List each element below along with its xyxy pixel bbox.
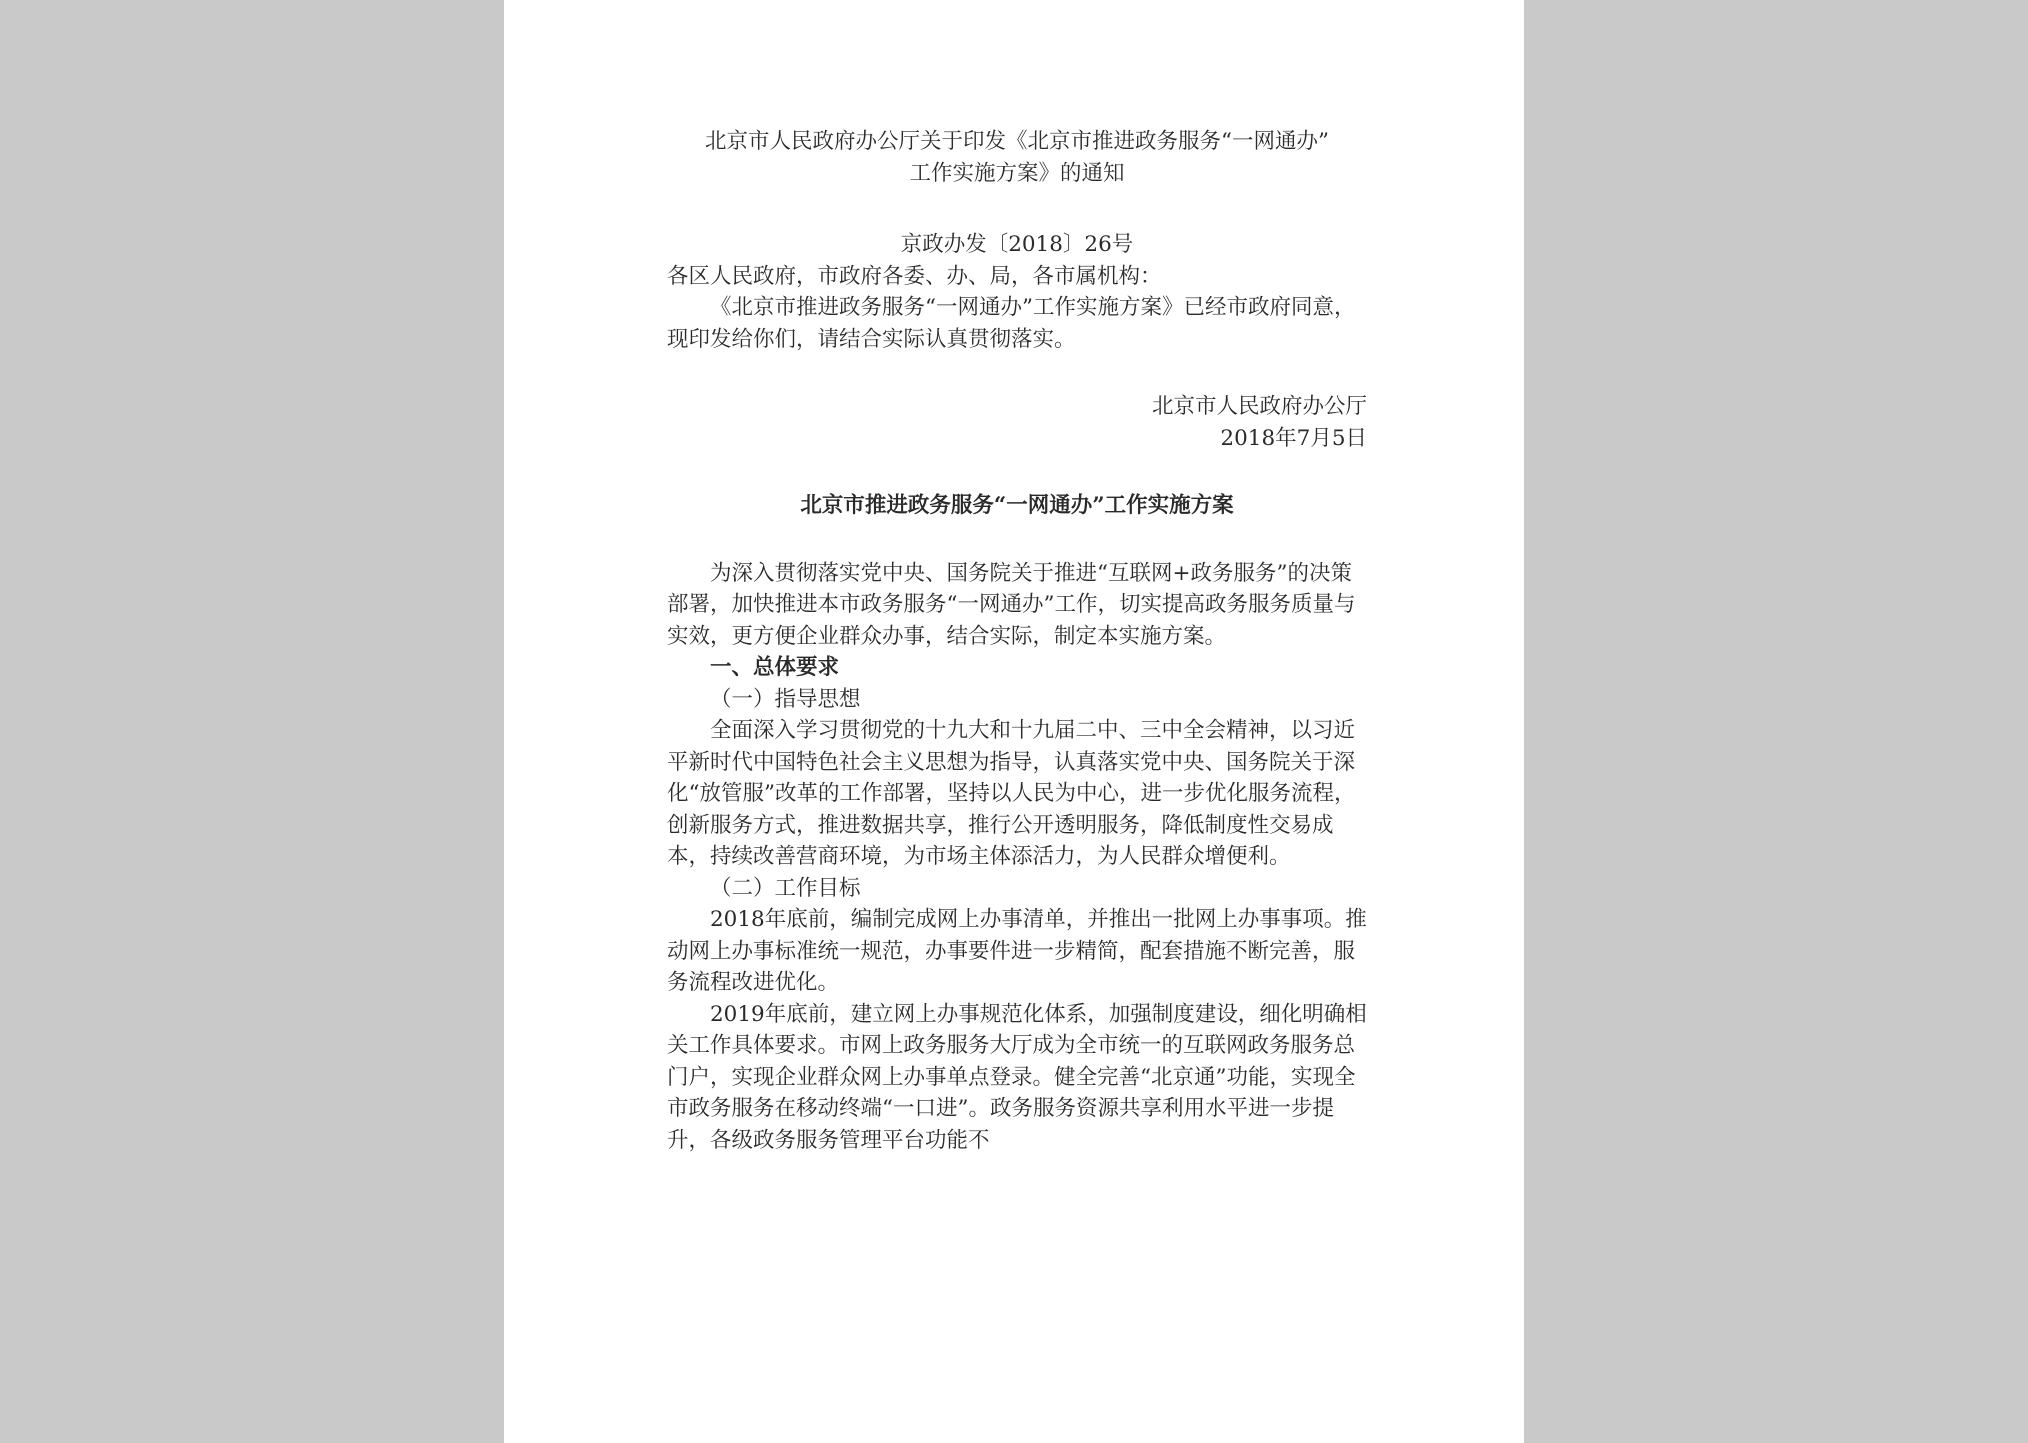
signature-organization: 北京市人民政府办公厅	[1151, 394, 1367, 419]
document-body	[667, 126, 1367, 1156]
signature-date: 2018年7月5日	[1220, 425, 1367, 451]
guiding-ideology-body: 全面深入学习贯彻党的十九大和十九届二中、三中全会精神，以习近平新时代中国特色社会主义思想为指导，认真落实党中央、国务院关于深化“放管服”改革的工作部署，坚持以人民为中心，进一步优化服务流程，创新服务方式，推进数据共享，推行公开透明服务，降低制度性交易成本，持续改善营商环境，为市场主体添活力，为人民群众增便利。	[667, 718, 1356, 869]
notice-title-line-1: 北京市人民政府办公厅关于印发《北京市推进政务服务“一网通办”	[705, 129, 1329, 154]
document-page	[504, 0, 1524, 1443]
document-number: 京政办发〔2018〕26号	[900, 232, 1134, 257]
subsection-heading-work-goals: （二）工作目标	[710, 875, 861, 901]
goal-2018: 2018年底前，编制完成网上办事清单，并推出一批网上办事事项。推动网上办事标准统一规范，办事要件进一步精简，配套措施不断完善，服务流程改进优化。	[667, 907, 1367, 995]
notice-body: 《北京市推进政务服务“一网通办”工作实施方案》已经市政府同意，现印发给你们，请结合实际认真贯彻落实。	[667, 295, 1356, 352]
notice-title-line-2: 工作实施方案》的通知	[909, 160, 1125, 186]
plan-title: 北京市推进政务服务“一网通办”工作实施方案	[800, 493, 1234, 518]
subsection-heading-guiding-ideology: （一）指导思想	[710, 686, 861, 712]
section-heading-general-requirements: 一、总体要求	[710, 655, 840, 680]
plan-intro: 为深入贯彻落实党中央、国务院关于推进“互联网+政务服务”的决策部署，加快推进本市政务服务“一网通办”工作，切实提高政务服务质量与实效，更方便企业群众办事，结合实际，制定本实施方案。	[667, 560, 1356, 649]
goal-2019: 2019年底前，建立网上办事规范化体系，加强制度建设，细化明确相关工作具体要求。市网上政务服务大厅成为全市统一的互联网政务服务总门户，实现企业群众网上办事单点登录。健全完善“北京通”功能，实现全市政务服务在移动终端“一口进”。政务服务资源共享利用水平进一步提升，各级政务服务管理平台功能不	[667, 1001, 1367, 1153]
addressees: 各区人民政府，市政府各委、办、局，各市属机构：	[667, 263, 1162, 289]
